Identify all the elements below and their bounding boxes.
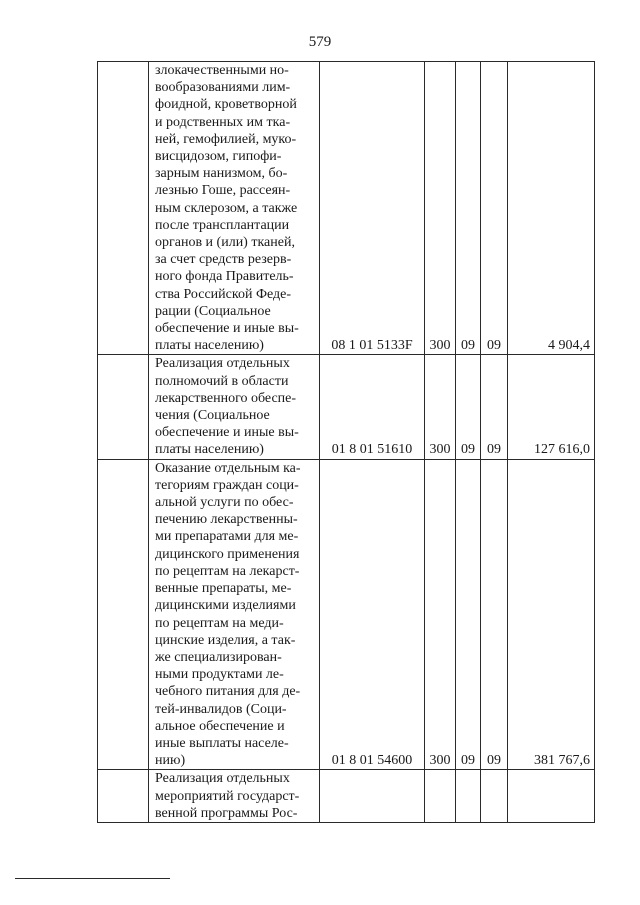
expense-type-cell — [425, 770, 456, 823]
item-name-cell: злокачественными но- вообразованиями лим- фоидной, кроветворной и родственных им тка- ней, гемофилией, муко- висцидозом, гипофи- зарным нанизмом, бо- лезнью Гоше, рассеян- ным склерозом, а также после трансплантации органов и (или) тканей, за счет средств резерв- ного фонда Правитель- ства Российской Феде- рации (Социальное обеспечение и иные вы- платы населению) — [149, 62, 320, 355]
target-code-cell: 01 8 01 51610 — [320, 355, 425, 459]
row-index-cell — [98, 770, 149, 823]
target-code-cell: 01 8 01 54600 — [320, 459, 425, 770]
expense-type-cell: 300 — [425, 355, 456, 459]
target-code-cell: 08 1 01 5133F — [320, 62, 425, 355]
row-index-cell — [98, 355, 149, 459]
footnote-divider — [15, 878, 170, 879]
section-cell: 09 — [456, 355, 481, 459]
section-cell: 09 — [456, 62, 481, 355]
expense-type-cell: 300 — [425, 62, 456, 355]
table-row — [98, 62, 595, 355]
section-cell: 09 — [456, 459, 481, 770]
subsection-cell: 09 — [481, 355, 508, 459]
item-name-cell: Реализация отдельных мероприятий государст- венной программы Рос- — [149, 770, 320, 823]
row-index-cell — [98, 459, 149, 770]
expense-type-cell: 300 — [425, 459, 456, 770]
item-name-cell: Реализация отдельных полномочий в области лекарственного обеспе- чения (Социальное обеспечение и иные вы- платы населению) — [149, 355, 320, 459]
budget-table — [97, 61, 595, 823]
amount-cell: 4 904,4 — [508, 62, 595, 355]
subsection-cell — [481, 770, 508, 823]
target-code-cell — [320, 770, 425, 823]
page-number: 579 — [308, 34, 332, 50]
amount-cell — [508, 770, 595, 823]
table-row — [98, 459, 595, 770]
table-row — [98, 770, 595, 823]
row-index-cell — [98, 62, 149, 355]
amount-cell: 127 616,0 — [508, 355, 595, 459]
amount-cell: 381 767,6 — [508, 459, 595, 770]
subsection-cell: 09 — [481, 459, 508, 770]
item-name-cell: Оказание отдельным ка- тегориям граждан соци- альной услуги по обес- печению лекарственны- ми препаратами для ме- дицинского применения по рецептам на лекарст- венные препараты, ме- дицинскими изделиями по рецептам на меди- цинские изделия, а так- же специализирован- ными продуктами ле- чебного питания для де- тей-инвалидов (Соци- альное обеспечение и иные выплаты населе- нию) — [149, 459, 320, 770]
section-cell — [456, 770, 481, 823]
subsection-cell: 09 — [481, 62, 508, 355]
table-row — [98, 355, 595, 459]
